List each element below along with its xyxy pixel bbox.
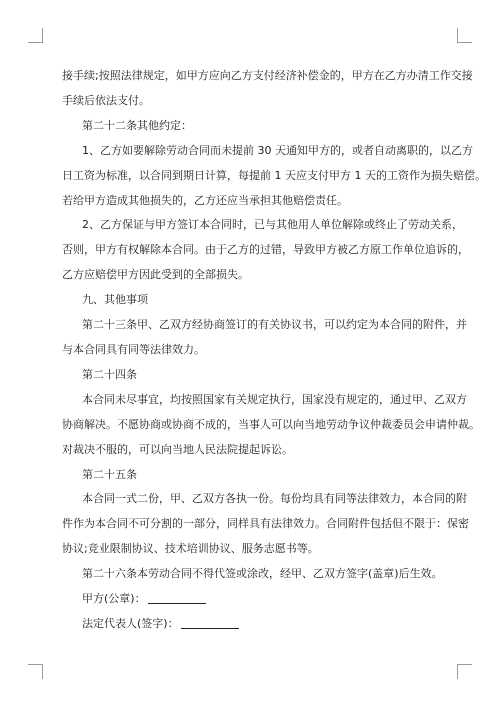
text-line: [62, 512, 469, 537]
text-line: [62, 537, 442, 562]
text-line: [62, 313, 467, 338]
line-text: 法定代表人(签字)：: [82, 616, 179, 630]
text-line: [62, 338, 442, 363]
crop-mark-bottom-right: [457, 664, 472, 679]
document-body: [62, 64, 486, 637]
line-text: 若给甲方造成其他损失的，乙方还应当承担其他赔偿责任。: [62, 193, 348, 207]
line-text: 否则，甲方有权解除本合同。由于乙方的过错，导致甲方被乙方原工作单位追诉的，: [62, 243, 469, 257]
line-text: 接手续;按照法律规定，如甲方应向乙方支付经济补偿金的，甲方在乙方办清工作交接: [62, 69, 473, 82]
crop-mark-top-right: [457, 28, 472, 43]
text-line: [62, 213, 463, 238]
line-text: 对裁决不服的，可以向当地人民法院提起诉讼。: [62, 442, 293, 456]
line-text: 本合同一式二份，甲、乙双方各执一份。每份均具有同等法律效力，本合同的附: [82, 492, 467, 506]
text-line: [62, 363, 442, 388]
text-line: [62, 263, 442, 288]
line-text: 第二十四条: [82, 367, 137, 381]
text-line: [62, 189, 442, 214]
crop-mark-bottom-left: [28, 664, 43, 679]
text-line: [62, 238, 469, 263]
text-line: [62, 64, 473, 89]
line-text: 乙方应赔偿甲方因此受到的全部损失。: [62, 268, 249, 282]
line-text: 甲方(公章)：: [82, 592, 146, 606]
line-text: 本合同未尽事宜，均按照国家有关规定执行，国家没有规定的，通过甲、乙双方: [82, 392, 467, 406]
crop-mark-top-left: [28, 28, 43, 43]
line-text: 件作为本合同不可分割的一部分，同样具有法律效力。合同附件包括但不限于：保密: [62, 517, 469, 531]
line-text: 第二十六条本劳动合同不得代签或涂改，经甲、乙双方签字(盖章)后生效。: [82, 567, 443, 581]
line-text: 九、其他事项: [82, 293, 148, 307]
line-text: 日工资为标准，以合同到期日计算，每提前 1 天应支付甲方 1 天的工资作为损失赔偿。: [62, 168, 486, 182]
text-line: [62, 463, 442, 488]
text-line: [62, 164, 486, 189]
line-text: 协商解决。不愿协商或协商不成的，当事人可以向当地劳动争议仲裁委员会申请仲裁。: [62, 417, 480, 431]
text-line: [62, 288, 442, 313]
line-text: 第二十三条甲、乙双方经协商签订的有关协议书，可以约定为本合同的附件，并: [82, 318, 467, 332]
text-line: [62, 438, 442, 463]
line-text: 第二十五条: [82, 467, 137, 481]
text-line: [62, 388, 467, 413]
text-line: [62, 612, 442, 637]
text-line: [62, 114, 442, 139]
line-text: 1、乙方如要解除劳动合同而未提前 30 天通知甲方的，或者自动离职的，以乙方: [82, 143, 473, 157]
line-text: 手续后依法支付。: [62, 93, 150, 107]
text-line: [62, 587, 442, 612]
line-text: 协议;竞业限制协议、技术培训协议、服务志愿书等。: [62, 542, 319, 556]
text-line: [62, 413, 480, 438]
text-line: [62, 139, 473, 164]
line-text: 2、乙方保证与甲方签订本合同时，已与其他用人单位解除或终止了劳动关系，: [82, 218, 463, 232]
text-line: [62, 89, 442, 114]
text-line: [62, 487, 467, 512]
signature-blank[interactable]: [148, 591, 206, 604]
signature-blank[interactable]: [181, 616, 239, 629]
line-text: 第二十二条其他约定：: [82, 118, 192, 132]
text-line: [62, 562, 442, 587]
line-text: 与本合同具有同等法律效力。: [62, 342, 205, 356]
